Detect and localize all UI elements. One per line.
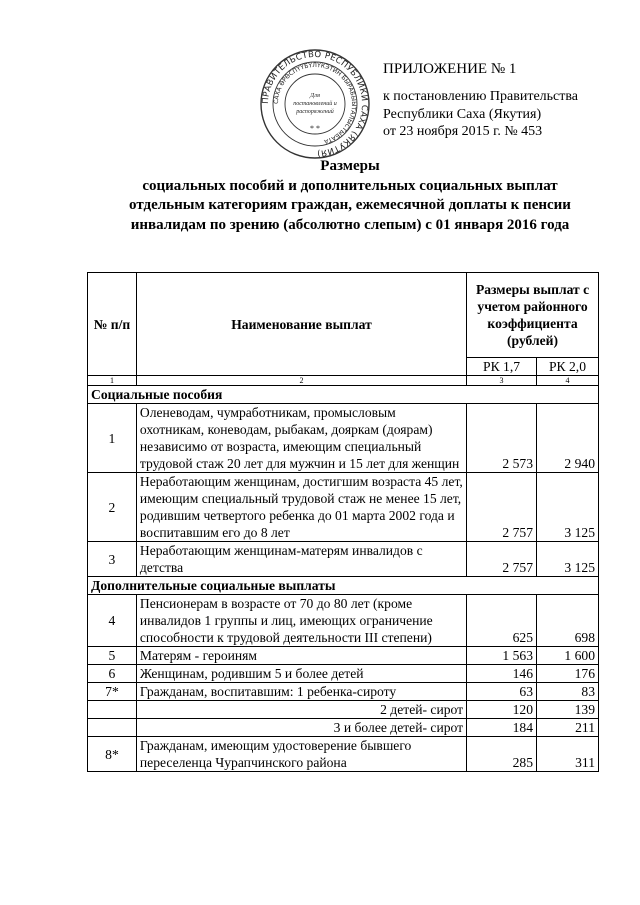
header-num: № п/п [88,273,137,376]
appendix-line1: к постановлению Правительства [383,89,579,104]
row-num [88,719,137,737]
header-name: Наименование выплат [136,273,466,376]
title-line1: Размеры [320,158,380,174]
row-name: 2 детей- сирот [136,701,466,719]
row-rk2: 211 [537,719,599,737]
row-rk1: 2 573 [467,404,537,473]
row-name: Гражданам, воспитавшим: 1 ребенка-сироту [136,683,466,701]
appendix-line2: Республики Саха (Якутия) [383,106,542,122]
payments-table [87,272,599,772]
row-name: Гражданам, имеющим удостоверение бывшего переселенца Чурапчинского района [136,737,466,772]
row-rk1: 63 [467,683,537,701]
row-name: Оленеводам, чумработникам, промысловым охотникам, коневодам, рыбакам, дояркам (доярам) независимо от возраста, имеющим специальный трудовой стаж 20 лет для мужчин и 15 лет для женщин [136,404,466,473]
index-cell: 3 [467,376,537,386]
appendix-line3: от 23 ноября 2015 г. № 453 [383,124,543,139]
seal-center-line2: постановлений и [293,101,337,107]
index-cell: 2 [136,376,466,386]
row-num: 2 [88,473,137,542]
row-num: 5 [88,647,137,665]
row-rk1: 625 [467,595,537,647]
row-rk2: 3 125 [537,542,599,577]
table-row [88,542,599,577]
row-rk1: 285 [467,737,537,772]
seal-center-line3: распоряжений [296,109,334,115]
row-rk2: 3 125 [537,473,599,542]
row-rk2: 83 [537,683,599,701]
row-num [88,701,137,719]
row-num: 1 [88,404,137,473]
row-num: 3 [88,542,137,577]
table-row [88,737,599,772]
seal-center-line1: Для [310,92,320,99]
table-row [88,683,599,701]
row-name: Неработающим женщинам-матерям инвалидов с детства [136,542,466,577]
header-rk1: РК 1,7 [467,358,537,376]
row-name: Матерям - героиням [136,647,466,665]
table-row [88,473,599,542]
index-row [88,376,599,386]
row-rk1: 2 757 [467,542,537,577]
row-name: Неработающим женщинам, достигшим возраста 45 лет, имеющим специальный трудовой стаж не менее 15 лет, родившим четвертого ребенка до 01 марта 2002 года и воспитавшим его до 8 лет [136,473,466,542]
row-rk1: 2 757 [467,473,537,542]
table-row [88,647,599,665]
row-rk1: 184 [467,719,537,737]
row-name: 3 и более детей- сирот [136,719,466,737]
header-amounts: Размеры выплат с учетом районного коэффициента (рублей) [467,273,599,358]
row-num: 4 [88,595,137,647]
title-line3: отдельным категориям граждан, ежемесячной доплаты к пенсии [129,197,571,213]
header-rk2: РК 2,0 [537,358,599,376]
row-rk1: 146 [467,665,537,683]
row-rk2: 139 [537,701,599,719]
row-num: 7* [88,683,137,701]
section-social-benefits: Социальные пособия [88,386,599,404]
row-rk2: 176 [537,665,599,683]
title-line4: инвалидам по зрению (абсолютно слепым) с 01 января 2016 года [130,216,570,233]
row-rk2: 311 [537,737,599,772]
row-num: 8* [88,737,137,772]
government-seal [259,48,371,160]
row-name: Пенсионерам в возрасте от 70 до 80 лет (кроме инвалидов 1 группы и лиц, имеющих ограничение способности к трудовой деятельности III степени) [136,595,466,647]
table-row [88,665,599,683]
index-cell: 4 [537,376,599,386]
row-name: Женщинам, родившим 5 и более детей [136,665,466,683]
row-num: 6 [88,665,137,683]
row-rk1: 1 563 [467,647,537,665]
row-rk2: 1 600 [537,647,599,665]
seal-outer-text: ПРАВИТЕЛЬСТВО РЕСПУБЛИКИ САХА (ЯКУТИЯ) [260,49,370,159]
table-row [88,404,599,473]
row-rk2: 698 [537,595,599,647]
appendix-title: ПРИЛОЖЕНИЕ № 1 [383,61,517,77]
row-rk1: 120 [467,701,537,719]
table-row [88,701,599,719]
appendix-block [383,60,578,141]
index-cell: 1 [88,376,137,386]
seal-inner-text: САХА ӨРӨСПҮҮБҮЛҮКЭТИН БЫРАБЫЫТАЛЫСТЫБАТА [272,61,358,145]
title-line2: социальных пособий и дополнительных социальных выплат [142,177,558,194]
table-row [88,595,599,647]
document-title [60,157,640,235]
row-rk2: 2 940 [537,404,599,473]
section-additional-payments: Дополнительные социальные выплаты [88,577,599,595]
table-row [88,719,599,737]
seal-star-icon: * * [310,124,320,133]
appendix-reference [383,88,578,141]
